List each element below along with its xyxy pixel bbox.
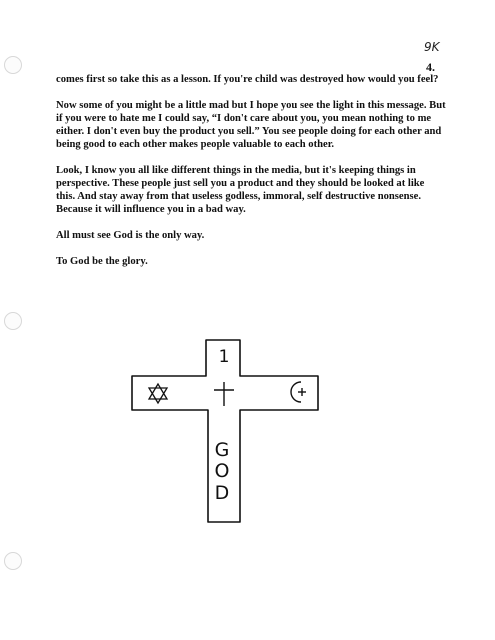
god-letter: G (214, 439, 230, 461)
paragraph: Look, I know you all like different things in the media, but it's keeping things in perspective. These people just sell you a product and they should be looked at like this. And stay away from that useless godless, immoral, self destructive nonsense. Because it will influence you in a bad way. (56, 165, 425, 215)
crescent-star-icon (291, 382, 306, 402)
paragraph: Now some of you might be a little mad but I hope you see the light in this message. But if you were to hate me I could say, “I don't care about you, you mean nothing to me either. I don't even buy the product you sell.” You see people doing for each other and being good to each other makes people valuable to each other. (56, 100, 446, 150)
binder-hole (4, 552, 22, 570)
letter-body (56, 73, 446, 281)
god-letter: D (214, 482, 230, 504)
binder-hole (4, 56, 22, 74)
god-letter: O (214, 460, 230, 482)
small-cross-icon (214, 382, 234, 406)
cross-top-number: 1 (218, 347, 230, 367)
page-number: 4. (426, 60, 435, 74)
binder-hole (4, 312, 22, 330)
paragraph: comes first so take this as a lesson. If you're child was destroyed how would you feel? (56, 74, 439, 85)
paragraph: All must see God is the only way. (56, 230, 205, 241)
cross-drawing (128, 336, 328, 536)
star-of-david-icon (149, 384, 167, 403)
handwritten-mark: 9K (424, 40, 440, 54)
paragraph: To God be the glory. (56, 256, 148, 267)
